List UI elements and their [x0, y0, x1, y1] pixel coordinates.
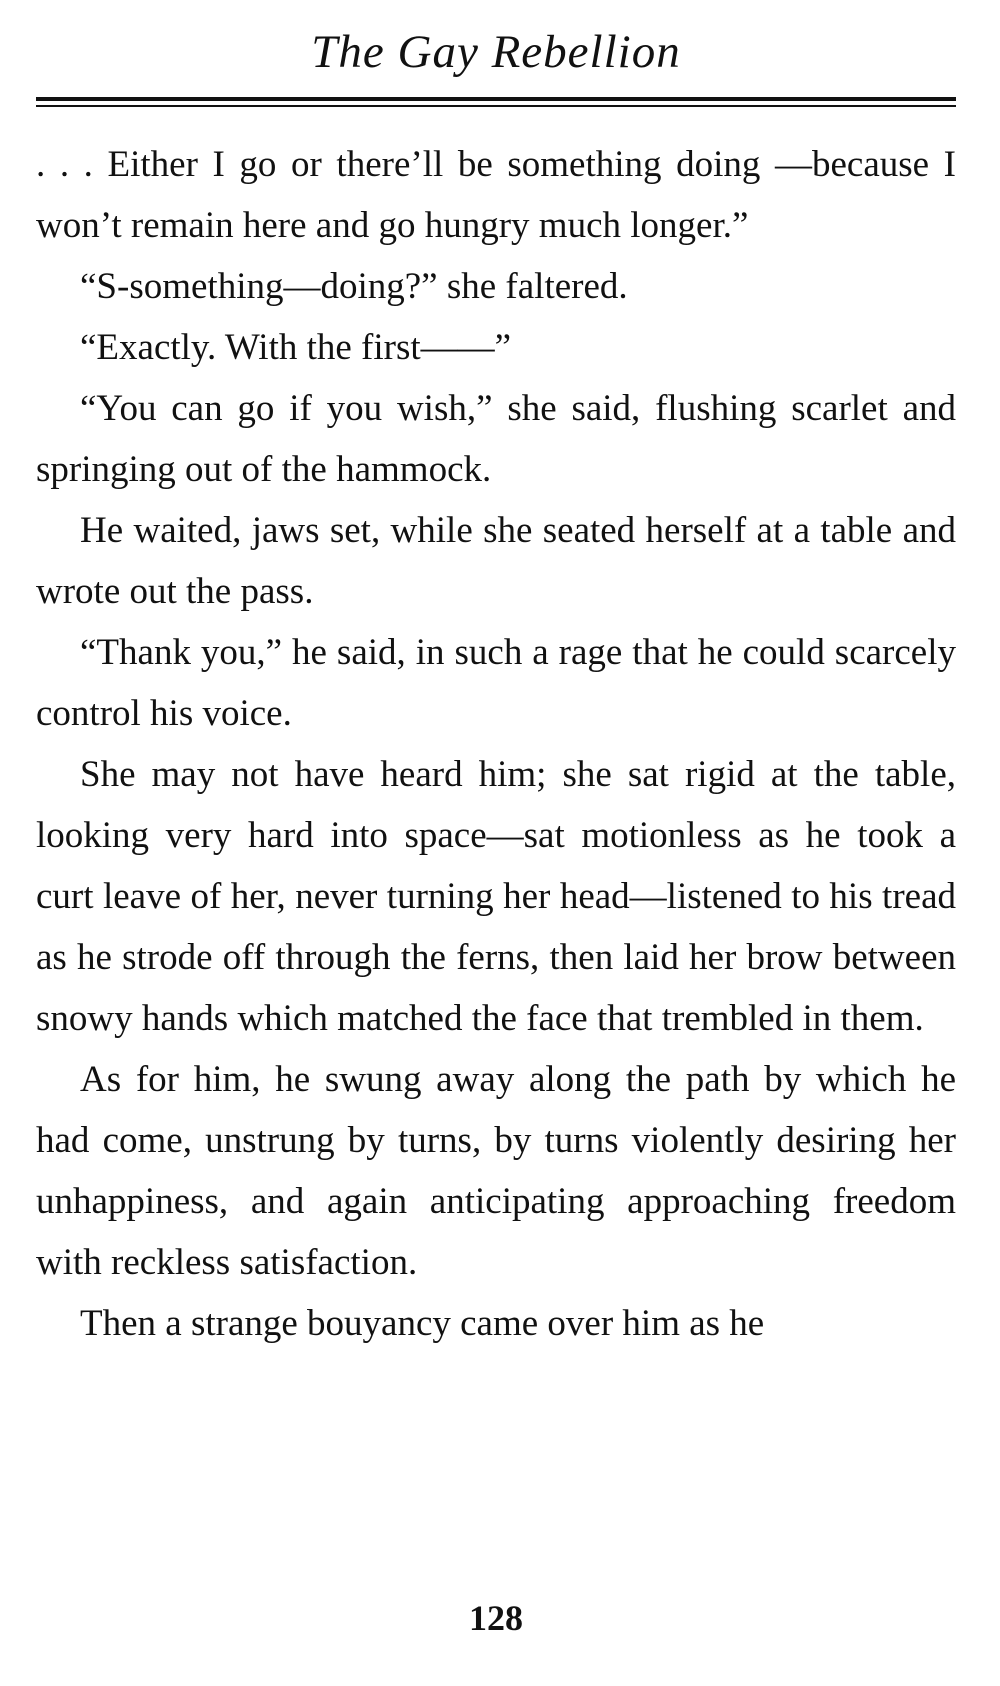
paragraph-6: “Thank you,” he said, in such a rage that he could scarcely control his voice. [36, 632, 956, 734]
header-rule-thin [36, 105, 956, 107]
running-head: The Gay Rebellion [311, 26, 681, 78]
paragraph-3: “Exactly. With the first——” [80, 327, 512, 368]
body-text [36, 134, 956, 1354]
paragraph-8: As for him, he swung away along the path by which he had come, unstrung by turns, by turns violently desiring her unhappiness, and again anticipating approaching freedom with reckless satisfaction. [36, 1059, 956, 1283]
paragraph-4: “You can go if you wish,” she said, flushing scarlet and springing out of the hammock. [36, 388, 956, 490]
paragraph-2: “S-something—doing?” she faltered. [80, 266, 628, 307]
paragraph-7: She may not have heard him; she sat rigid at the table, looking very hard into space—sat motionless as he took a curt leave of her, never turning her head—listened to his tread as he strode off through the ferns, then laid her brow between snowy hands which matched the face that trembled in them. [36, 754, 956, 1039]
page-number: 128 [469, 1598, 523, 1638]
paragraph-5: He waited, jaws set, while she seated herself at a table and wrote out the pass. [36, 510, 956, 612]
paragraph-9: Then a strange bouyancy came over him as he [80, 1303, 765, 1344]
paragraph-1: . . . Either I go or there’ll be something doing —because I won’t remain here and go hungry much longer.” [36, 144, 956, 246]
header-rule-thick [36, 97, 956, 101]
